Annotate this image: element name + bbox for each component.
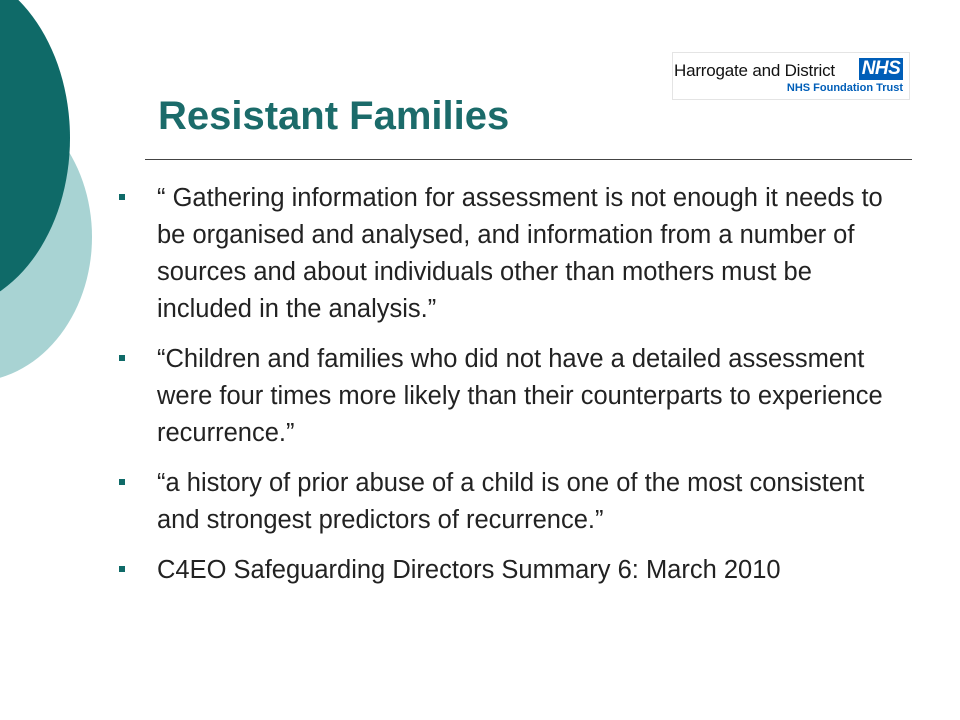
nhs-badge: NHS xyxy=(859,58,903,80)
bullet-item xyxy=(116,465,906,539)
logo-trust-name: Harrogate and District xyxy=(674,61,835,80)
square-bullet-icon xyxy=(119,355,125,361)
slide-title: Resistant Families xyxy=(158,94,510,138)
bullet-text: “Children and families who did not have a detailed assessment were four times more likely than their counterparts to experience recurrence.” xyxy=(157,345,883,447)
square-bullet-icon xyxy=(119,566,125,572)
bullet-item xyxy=(116,180,906,328)
bullet-text: “a history of prior abuse of a child is one of the most consistent and strongest predictors of recurrence.” xyxy=(157,469,865,534)
square-bullet-icon xyxy=(119,479,125,485)
title-divider xyxy=(145,159,912,160)
square-bullet-icon xyxy=(119,194,125,200)
bullet-text: “ Gathering information for assessment is not enough it needs to be organised and analysed, and information from a number of sources and about individuals other than mothers must be included in the analysis.” xyxy=(157,184,883,323)
bullet-list xyxy=(116,180,906,602)
bullet-item xyxy=(116,341,906,452)
bullet-item xyxy=(116,552,906,589)
logo-subtitle: NHS Foundation Trust xyxy=(786,82,903,94)
bullet-text: C4EO Safeguarding Directors Summary 6: March 2010 xyxy=(157,556,781,584)
nhs-trust-logo xyxy=(672,52,910,100)
